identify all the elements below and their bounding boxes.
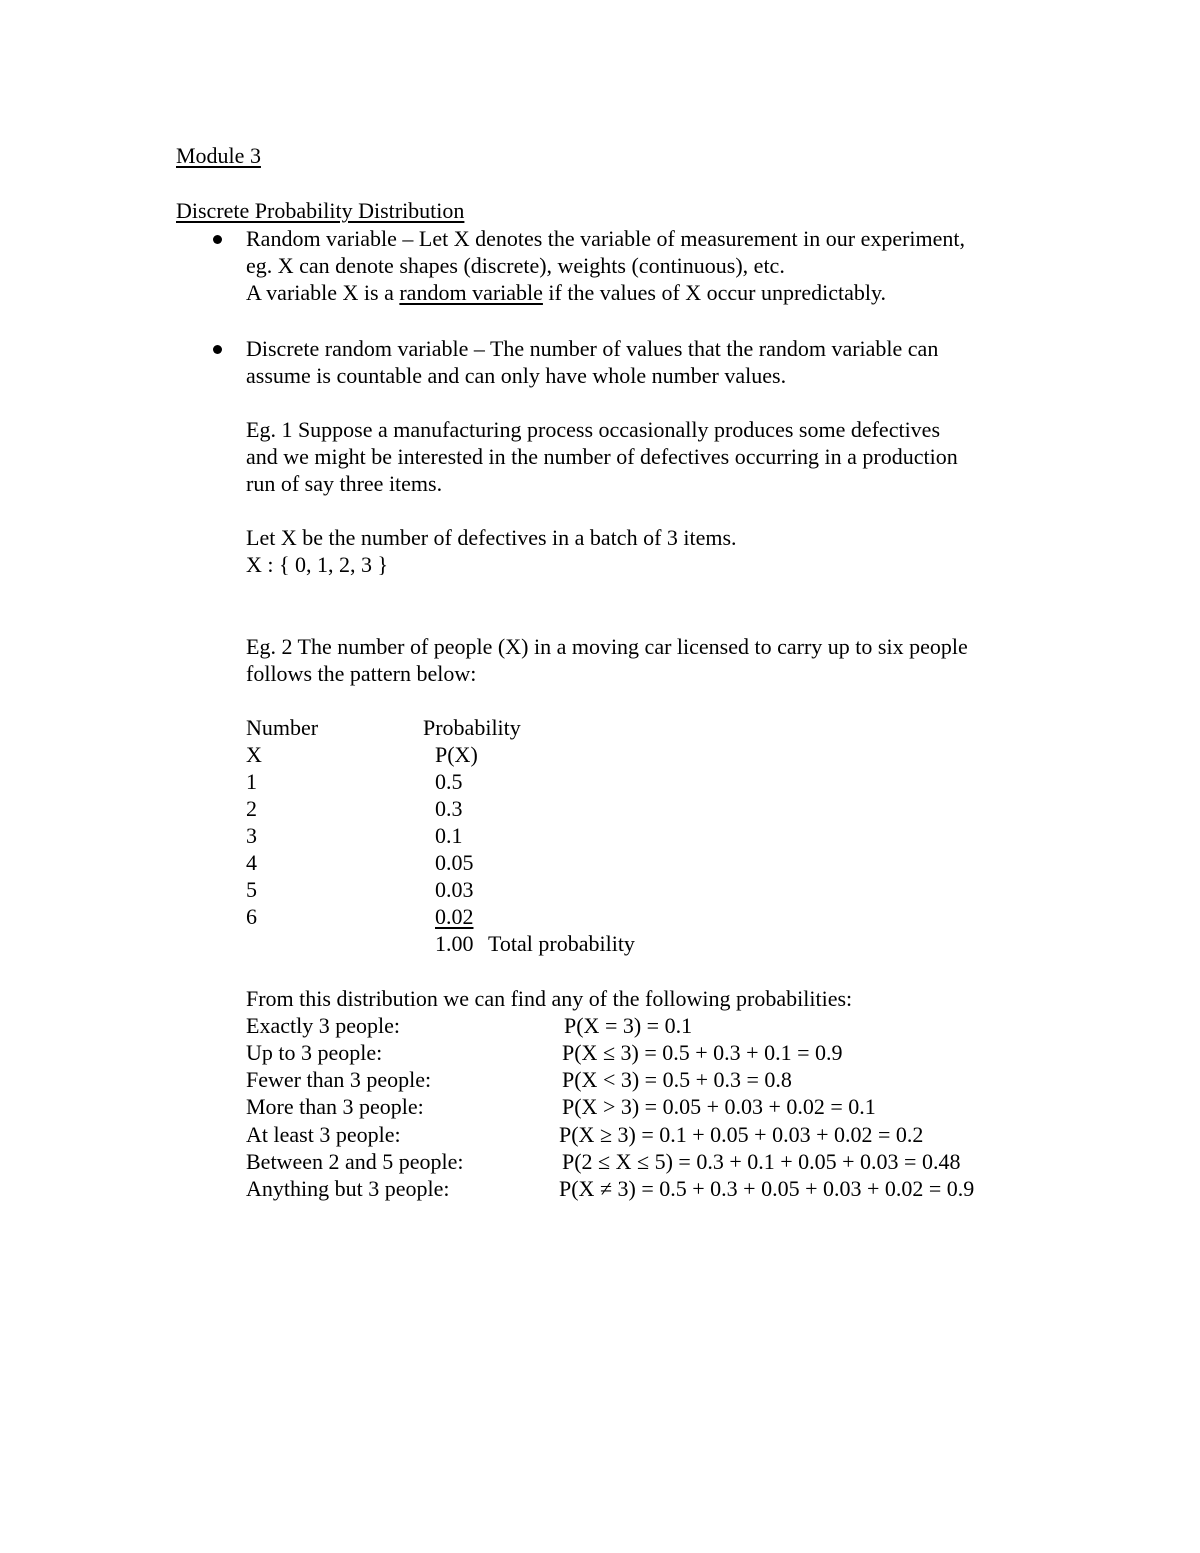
eg2-line1: Eg. 2 The number of people (X) in a moving car licensed to carry up to six people [246, 634, 968, 659]
bullet-dot-icon [213, 345, 222, 354]
prob-expression: P(X ≤ 3) = 0.5 + 0.3 + 0.1 = 0.9 [562, 1040, 843, 1065]
prob-expression: P(X = 3) = 0.1 [564, 1013, 693, 1038]
table-row-x: 2 [246, 796, 257, 821]
eg2-line2: follows the pattern below: [246, 661, 477, 686]
eg1-line2: and we might be interested in the number of defectives occurring in a production [246, 444, 958, 469]
prob-expression: P(X ≠ 3) = 0.5 + 0.3 + 0.05 + 0.03 + 0.02 = 0.9 [559, 1176, 975, 1201]
table-total-value: 1.00 [435, 931, 474, 956]
section-title: Discrete Probability Distribution [176, 198, 465, 223]
prob-label: Fewer than 3 people: [246, 1067, 432, 1092]
module-title: Module 3 [176, 143, 261, 168]
prob-label: Between 2 and 5 people: [246, 1149, 464, 1174]
random-variable-term: random variable [399, 280, 543, 305]
eg1-line1: Eg. 1 Suppose a manufacturing process occasionally produces some defectives [246, 417, 941, 442]
bullet1-line3 [246, 279, 886, 306]
prob-expression: P(X ≥ 3) = 0.1 + 0.05 + 0.03 + 0.02 = 0.2 [559, 1122, 924, 1147]
bullet-dot-icon [213, 235, 222, 244]
table-row-p: 0.3 [435, 796, 463, 821]
bullet2-line2: assume is countable and can only have whole number values. [246, 363, 787, 388]
table-row-p: 0.05 [435, 850, 474, 875]
table-row-p: 0.02 [435, 904, 474, 929]
table-header-number: Number [246, 715, 319, 740]
probabilities-intro: From this distribution we can find any of the following probabilities: [246, 986, 853, 1011]
prob-label: Up to 3 people: [246, 1040, 383, 1065]
prob-label: At least 3 people: [246, 1122, 401, 1147]
bullet1-line3-post: if the values of X occur unpredictably. [542, 280, 887, 305]
bullet2-line1: Discrete random variable – The number of values that the random variable can [246, 336, 939, 361]
bullet1-line1: Random variable – Let X denotes the variable of measurement in our experiment, [246, 226, 966, 251]
eg1-line4: Let X be the number of defectives in a batch of 3 items. [246, 525, 737, 550]
table-row-x: 1 [246, 769, 257, 794]
table-row-x: 4 [246, 850, 257, 875]
table-row-x: 3 [246, 823, 257, 848]
table-row-x: 6 [246, 904, 257, 929]
prob-label: Anything but 3 people: [246, 1176, 450, 1201]
table-row-p: 0.1 [435, 823, 463, 848]
table-header-probability: Probability [423, 715, 521, 740]
prob-expression: P(X < 3) = 0.5 + 0.3 = 0.8 [562, 1067, 792, 1092]
prob-label: More than 3 people: [246, 1094, 424, 1119]
eg1-line3: run of say three items. [246, 471, 443, 496]
eg1-line5: X : { 0, 1, 2, 3 } [246, 552, 389, 577]
table-total-label: Total probability [488, 931, 635, 956]
table-row-x: 5 [246, 877, 257, 902]
table-row-p: 0.03 [435, 877, 474, 902]
bullet1-line3-pre: A variable X is a [246, 280, 400, 305]
table-header-x: X [246, 742, 262, 767]
table-header-px: P(X) [435, 742, 478, 767]
bullet1-line2: eg. X can denote shapes (discrete), weights (continuous), etc. [246, 253, 785, 278]
prob-expression: P(X > 3) = 0.05 + 0.03 + 0.02 = 0.1 [562, 1094, 876, 1119]
prob-expression: P(2 ≤ X ≤ 5) = 0.3 + 0.1 + 0.05 + 0.03 = 0.48 [562, 1149, 961, 1174]
prob-label: Exactly 3 people: [246, 1013, 400, 1038]
table-row-p: 0.5 [435, 769, 463, 794]
